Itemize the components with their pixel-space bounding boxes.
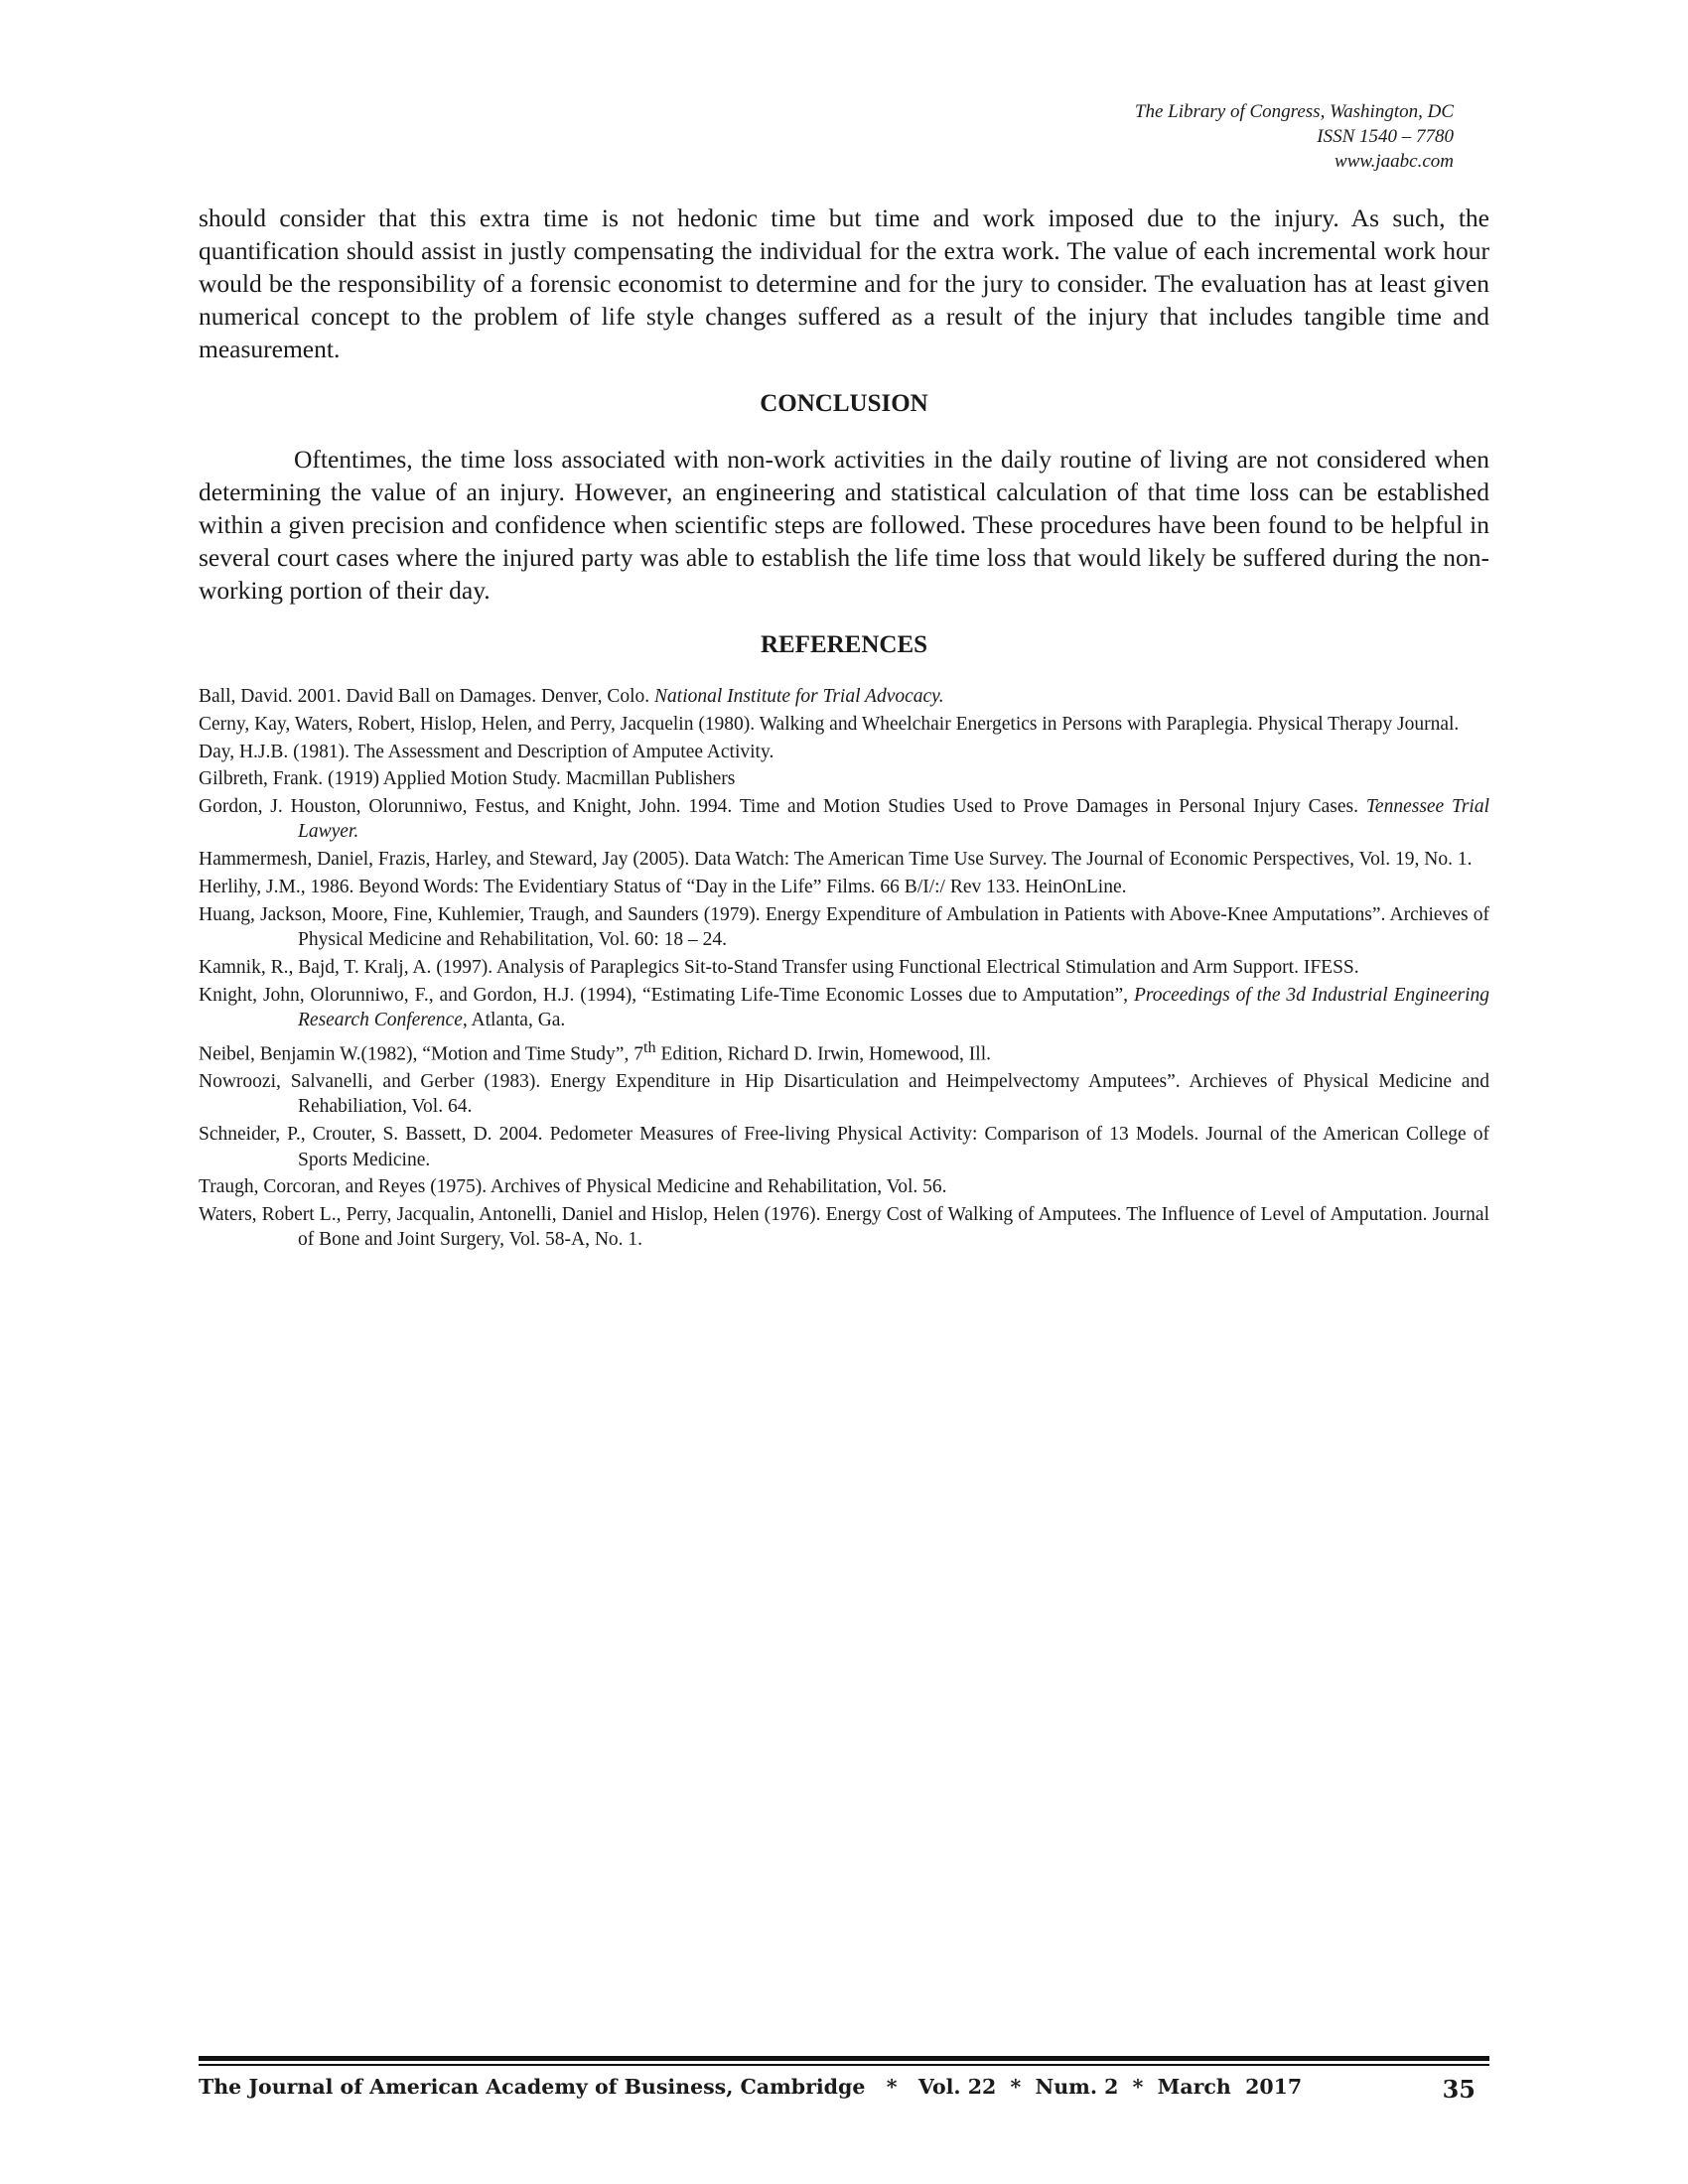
footer-rule-thin: [199, 2064, 1489, 2066]
reference-item: Herlihy, J.M., 1986. Beyond Words: The Evidentiary Status of “Day in the Life” Films. 66 B/I/:/ Rev 133. HeinOnLine.: [199, 877, 1127, 898]
running-footer: [199, 2075, 1489, 2105]
reference-item: Ball, David. 2001. David Ball on Damages. Denver, Colo. National Institute for Trial Advocacy.: [199, 686, 944, 707]
reference-item: Gordon, J. Houston, Olorunniwo, Festus, and Knight, John. 1994. Time and Motion Studies Used to Prove Damages in Personal Injury Cases. Tennessee Trial Lawyer.: [199, 796, 1489, 843]
reference-item: Cerny, Kay, Waters, Robert, Hislop, Helen, and Perry, Jacquelin (1980). Walking and Wheelchair Energetics in Persons with Paraplegia. Physical Therapy Journal.: [199, 713, 1460, 735]
reference-item: Huang, Jackson, Moore, Fine, Kuhlemier, Traugh, and Saunders (1979). Energy Expenditure of Ambulation in Patients with Above-Knee Amputations”. Archieves of Physical Medicine and Rehabilitation, Vol. 60: 18 – 24.: [199, 903, 1489, 951]
header-library: The Library of Congress, Washington, DC: [1134, 101, 1454, 122]
intro-paragraph: should consider that this extra time is not hedonic time but time and work imposed due to the injury. As such, the quantification should assist in justly compensating the individual for the extra work. The value of each incremental work hour would be the responsibility of a forensic economist to determine and for the jury to consider. The evaluation has at least given numerical concept to the problem of life style changes suffered as a result of the injury that includes tangible time and measurement.: [199, 204, 1489, 363]
footer-rule-thick: [199, 2056, 1489, 2061]
reference-item: Neibel, Benjamin W.(1982), “Motion and Time Study”, 7th Edition, Richard D. Irwin, Homewood, Ill.: [199, 1037, 991, 1065]
reference-item: Gilbreth, Frank. (1919) Applied Motion Study. Macmillan Publishers: [199, 768, 736, 790]
reference-item: Day, H.J.B. (1981). The Assessment and Description of Amputee Activity.: [199, 741, 774, 762]
reference-item: Kamnik, R., Bajd, T. Kralj, A. (1997). Analysis of Paraplegics Sit-to-Stand Transfer using Functional Electrical Stimulation and Arm Support. IFESS.: [199, 956, 1359, 978]
reference-item: Knight, John, Olorunniwo, F., and Gordon, H.J. (1994), “Estimating Life-Time Economic Losses due to Amputation”, Proceedings of the 3d Industrial Engineering Research Conference, Atlanta, Ga.: [199, 984, 1489, 1031]
reference-item: Waters, Robert L., Perry, Jacqualin, Antonelli, Daniel and Hislop, Helen (1976). Energy Cost of Walking of Amputees. The Influence of Level of Amputation. Journal of Bone and Joint Surgery, Vol. 58-A, No. 1.: [199, 1204, 1489, 1251]
header-website: www.jaabc.com: [1335, 151, 1454, 172]
footer-journal: The Journal of American Academy of Business, Cambridge * Vol. 22 * Num. 2 * March 2017: [199, 2075, 1303, 2099]
conclusion-paragraph: Oftentimes, the time loss associated with non-work activities in the daily routine of living are not considered when determining the value of an injury. However, an engineering and statistical calculation of that time loss can be established within a given precision and confidence when scientific steps are followed. These procedures have been found to be helpful in several court cases where the injured party was able to establish the life time loss that would likely be suffered during the non-working portion of their day.: [199, 445, 1489, 605]
reference-item: Hammermesh, Daniel, Frazis, Harley, and Steward, Jay (2005). Data Watch: The American Time Use Survey. The Journal of Economic Perspectives, Vol. 19, No. 1.: [199, 849, 1473, 871]
running-header: [1135, 99, 1454, 174]
references-heading: REFERENCES: [760, 631, 928, 658]
header-issn: ISSN 1540 – 7780: [1317, 126, 1454, 147]
reference-item: Nowroozi, Salvanelli, and Gerber (1983). Energy Expenditure in Hip Disarticulation and Heimpelvectomy Amputees”. Archieves of Physical Medicine and Rehabiliation, Vol. 64.: [199, 1071, 1489, 1118]
reference-list: [199, 684, 1489, 1253]
reference-item: Traugh, Corcoran, and Reyes (1975). Archives of Physical Medicine and Rehabilitation, Vol. 56.: [199, 1176, 947, 1198]
conclusion-heading: CONCLUSION: [760, 390, 928, 417]
reference-item: Schneider, P., Crouter, S. Bassett, D. 2004. Pedometer Measures of Free-living Physical Activity: Comparison of 13 Models. Journal of the American College of Sports Medicine.: [199, 1124, 1489, 1170]
page-content: [199, 202, 1489, 1255]
page-number: 35: [1442, 2075, 1476, 2104]
